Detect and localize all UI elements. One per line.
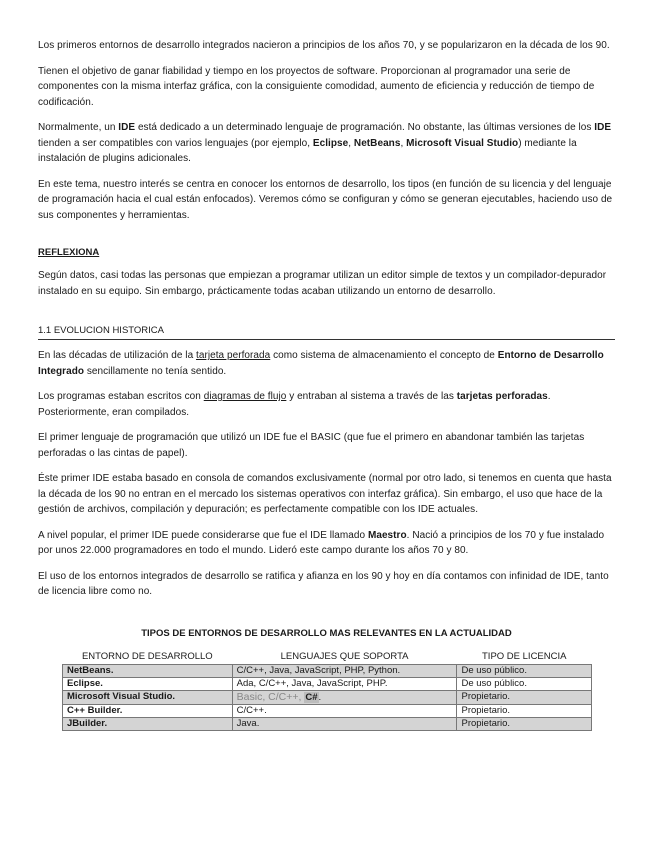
cell-languages: C/C++. <box>232 704 457 717</box>
table-row <box>63 717 592 730</box>
cell-license: De uso público. <box>457 677 592 690</box>
table-header-row <box>63 649 592 665</box>
cell-license: Propietario. <box>457 717 592 730</box>
header-lenguajes: LENGUAJES QUE SOPORTA <box>280 650 409 662</box>
intro-paragraph-1: Los primeros entornos de desarrollo integrados nacieron a principios de los años 70, y se popularizaron en la década de los 90. <box>38 40 610 51</box>
intro-paragraph-2: Tienen el objetivo de ganar fiabilidad y tiempo en los proyectos de software. Proporcionan al programador una serie de componentes con la misma interfaz gráfica, con la consiguiente comodidad, aumento de eficiencia y reducción de tiempo de codificación. <box>38 65 595 108</box>
intro-paragraph-3: Normalmente, un IDE está dedicado a un determinado lenguaje de programación. No obstante, las últimas versiones de los IDE tienden a ser compatibles con varios lenguajes (por ejemplo, Eclipse, NetBeans, Microsoft Visual Studio) mediante la instalación de plugins adicionales. <box>38 122 612 164</box>
cell-name: JBuilder. <box>63 717 233 730</box>
history-paragraph-1: En las décadas de utilización de la tarjeta perforada como sistema de almacenamiento el concepto de Entorno de Desarrollo Integrado sencillamente no tenía sentido. <box>38 350 604 377</box>
cell-name: NetBeans. <box>63 664 233 677</box>
cell-license: Propietario. <box>457 704 592 717</box>
link-tarjeta-perforada[interactable]: tarjeta perforada <box>196 350 271 361</box>
table-row <box>63 690 592 704</box>
history-paragraph-2: Los programas estaban escritos con diagramas de flujo y entraban al sistema a través de las tarjetas perforadas. Posteriormente, eran compilados. <box>38 391 551 418</box>
table-row <box>63 664 592 677</box>
cell-license: De uso público. <box>457 664 592 677</box>
cell-name: Microsoft Visual Studio. <box>63 690 233 704</box>
cell-name: C++ Builder. <box>63 704 233 717</box>
table-row <box>63 704 592 717</box>
history-paragraph-6: El uso de los entornos integrados de desarrollo se ratifica y afianza en los 90 y hoy en día contamos con infinidad de IDE, tanto de licencia libre como no. <box>38 570 609 597</box>
header-entorno: ENTORNO DE DESARROLLO <box>81 650 213 662</box>
link-diagramas-de-flujo[interactable]: diagramas de flujo <box>203 391 287 402</box>
cell-languages: C/C++, Java, JavaScript, PHP, Python. <box>232 664 457 677</box>
section-heading: 1.1 EVOLUCION HISTORICA <box>38 325 615 340</box>
cell-languages: Ada, C/C++, Java, JavaScript, PHP. <box>232 677 457 690</box>
history-paragraph-3: El primer lenguaje de programación que utilizó un IDE fue el BASIC (que fue el primero en abandonar también las tarjetas perforadas o las cintas de papel). <box>38 432 585 459</box>
history-paragraph-4: Éste primer IDE estaba basado en consola de comandos exclusivamente (normal por otro lado, si tenemos en cuenta que hasta la década de los 90 no entran en el mercado los sistemas operativos con interfaz gráfica). Sin embargo, el uso que hace de la gestión de archivos, compilación y depuración; es perfectamente compatible con los IDE actuales. <box>38 473 612 515</box>
reflexiona-text: Según datos, casi todas las personas que empiezan a programar utilizan un editor simple de textos y un compilador-depurador instalado en su equipo. Sin embargo, prácticamente todas acaban utilizando un entorno de desarrollo. <box>38 270 607 297</box>
history-paragraph-5: A nivel popular, el primer IDE puede considerarse que fue el IDE llamado Maestro. Nació a principios de los 70 y fue instalado por unos 22.000 programadores en todo el mundo. Lideró este campo durante los años 70 y 80. <box>38 529 605 556</box>
table-row <box>63 677 592 690</box>
intro-paragraph-4: En este tema, nuestro interés se centra en conocer los entornos de desarrollo, los tipos (en función de su licencia y del lenguaje de programación hacia el cual están enfocados). Veremos cómo se configuran y cómo se generan ejecutables, haciendo uso de sus componentes y herramientas. <box>38 178 613 221</box>
header-licencia: TIPO DE LICENCIA <box>482 650 567 662</box>
cell-name: Eclipse. <box>63 677 233 690</box>
document-page <box>38 38 618 731</box>
cell-languages: Java. <box>232 717 457 730</box>
cell-license: Propietario. <box>457 690 592 704</box>
cell-languages: Basic, C/C++, C#. <box>232 690 457 704</box>
reflexiona-heading: REFLEXIONA <box>38 247 100 258</box>
table-title: TIPOS DE ENTORNOS DE DESARROLLO MAS RELEVANTES EN LA ACTUALIDAD <box>141 627 512 639</box>
ide-table <box>62 649 592 731</box>
